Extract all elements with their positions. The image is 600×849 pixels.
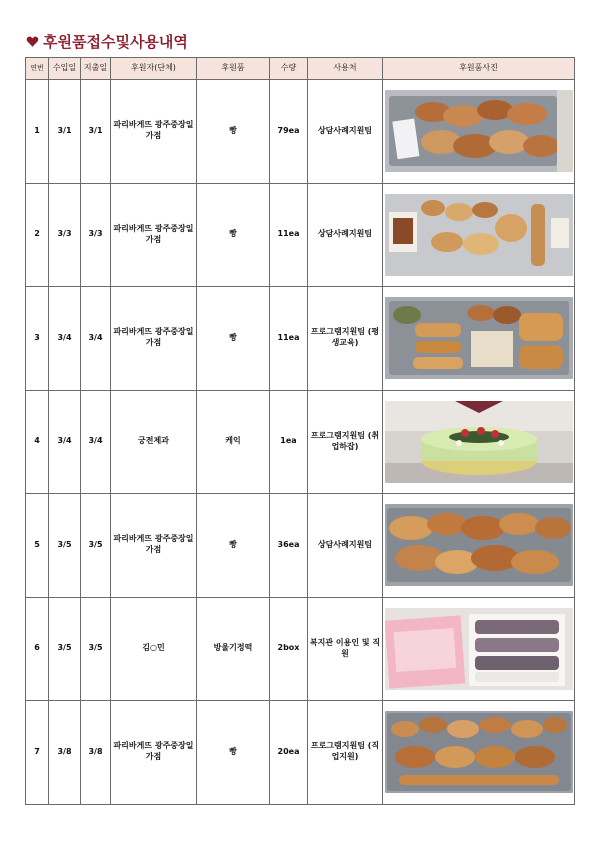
cell-spent: 3/3 [81, 183, 111, 287]
cell-photo [383, 494, 575, 598]
donation-photo-bread-assortment [385, 194, 573, 276]
cell-qty: 36ea [270, 494, 308, 598]
cell-no: 5 [26, 494, 49, 598]
cell-received: 3/8 [49, 701, 81, 805]
cell-item: 빵 [197, 701, 270, 805]
cell-use: 상담사례지원팀 [308, 183, 383, 287]
cell-donor: 파리바게뜨 광주중장일가점 [111, 287, 197, 391]
header-donor: 후원자(단체) [111, 58, 197, 80]
header-no: 연번 [26, 58, 49, 80]
cell-donor: 파리바게뜨 광주중장일가점 [111, 494, 197, 598]
cell-item: 빵 [197, 494, 270, 598]
table-row [26, 183, 575, 287]
table-row [26, 390, 575, 494]
heart-icon [26, 35, 39, 48]
page-title-text: 후원품접수및사용내역 [43, 32, 188, 51]
cell-spent: 3/1 [81, 80, 111, 184]
header-received: 수입일 [49, 58, 81, 80]
cell-use: 상담사례지원팀 [308, 80, 383, 184]
cell-donor: 파리바게뜨 광주중장일가점 [111, 183, 197, 287]
cell-item: 빵 [197, 183, 270, 287]
table-row [26, 80, 575, 184]
donation-photo-rice-cake-boxes [385, 608, 573, 690]
cell-use: 프로그램지원팀 (직업지원) [308, 701, 383, 805]
cell-item: 빵 [197, 287, 270, 391]
header-photo: 후원품사진 [383, 58, 575, 80]
cell-use: 프로그램지원팀 (취업하잡) [308, 390, 383, 494]
cell-photo [383, 287, 575, 391]
donation-photo-cake [385, 401, 573, 483]
cell-received: 3/5 [49, 597, 81, 701]
cell-item: 케익 [197, 390, 270, 494]
header-item: 후원품 [197, 58, 270, 80]
cell-item: 방울기정떡 [197, 597, 270, 701]
header-qty: 수량 [270, 58, 308, 80]
cell-qty: 11ea [270, 287, 308, 391]
donation-photo-bread-pile [385, 504, 573, 586]
donation-photo-bread-loaves [385, 297, 573, 379]
table-row [26, 597, 575, 701]
cell-qty: 20ea [270, 701, 308, 805]
cell-received: 3/5 [49, 494, 81, 598]
cell-received: 3/4 [49, 390, 81, 494]
cell-donor: 파리바게뜨 광주중장일가점 [111, 701, 197, 805]
cell-spent: 3/5 [81, 597, 111, 701]
cell-donor: 궁전제과 [111, 390, 197, 494]
cell-item: 빵 [197, 80, 270, 184]
table-header-row [26, 58, 575, 80]
table-row [26, 287, 575, 391]
cell-qty: 1ea [270, 390, 308, 494]
header-use: 사용처 [308, 58, 383, 80]
page-title [26, 30, 188, 52]
cell-no: 6 [26, 597, 49, 701]
cell-received: 3/3 [49, 183, 81, 287]
table-row [26, 701, 575, 805]
cell-qty: 2box [270, 597, 308, 701]
cell-no: 3 [26, 287, 49, 391]
cell-donor: 김○민 [111, 597, 197, 701]
cell-use: 프로그램지원팀 (평생교육) [308, 287, 383, 391]
cell-received: 3/4 [49, 287, 81, 391]
cell-no: 2 [26, 183, 49, 287]
cell-spent: 3/8 [81, 701, 111, 805]
cell-photo [383, 701, 575, 805]
cell-use: 상담사례지원팀 [308, 494, 383, 598]
cell-spent: 3/4 [81, 287, 111, 391]
donation-table [25, 57, 575, 805]
cell-spent: 3/4 [81, 390, 111, 494]
cell-no: 1 [26, 80, 49, 184]
cell-photo [383, 390, 575, 494]
cell-no: 4 [26, 390, 49, 494]
donation-photo-bread-tray-2 [385, 711, 573, 793]
cell-spent: 3/5 [81, 494, 111, 598]
header-spent: 지출일 [81, 58, 111, 80]
table-row [26, 494, 575, 598]
cell-received: 3/1 [49, 80, 81, 184]
cell-qty: 79ea [270, 80, 308, 184]
cell-no: 7 [26, 701, 49, 805]
cell-photo [383, 597, 575, 701]
cell-photo [383, 183, 575, 287]
donation-photo-bread-tray [385, 90, 573, 172]
cell-photo [383, 80, 575, 184]
cell-donor: 파리바게뜨 광주중장일가점 [111, 80, 197, 184]
cell-use: 복지관 이용인 및 직원 [308, 597, 383, 701]
cell-qty: 11ea [270, 183, 308, 287]
